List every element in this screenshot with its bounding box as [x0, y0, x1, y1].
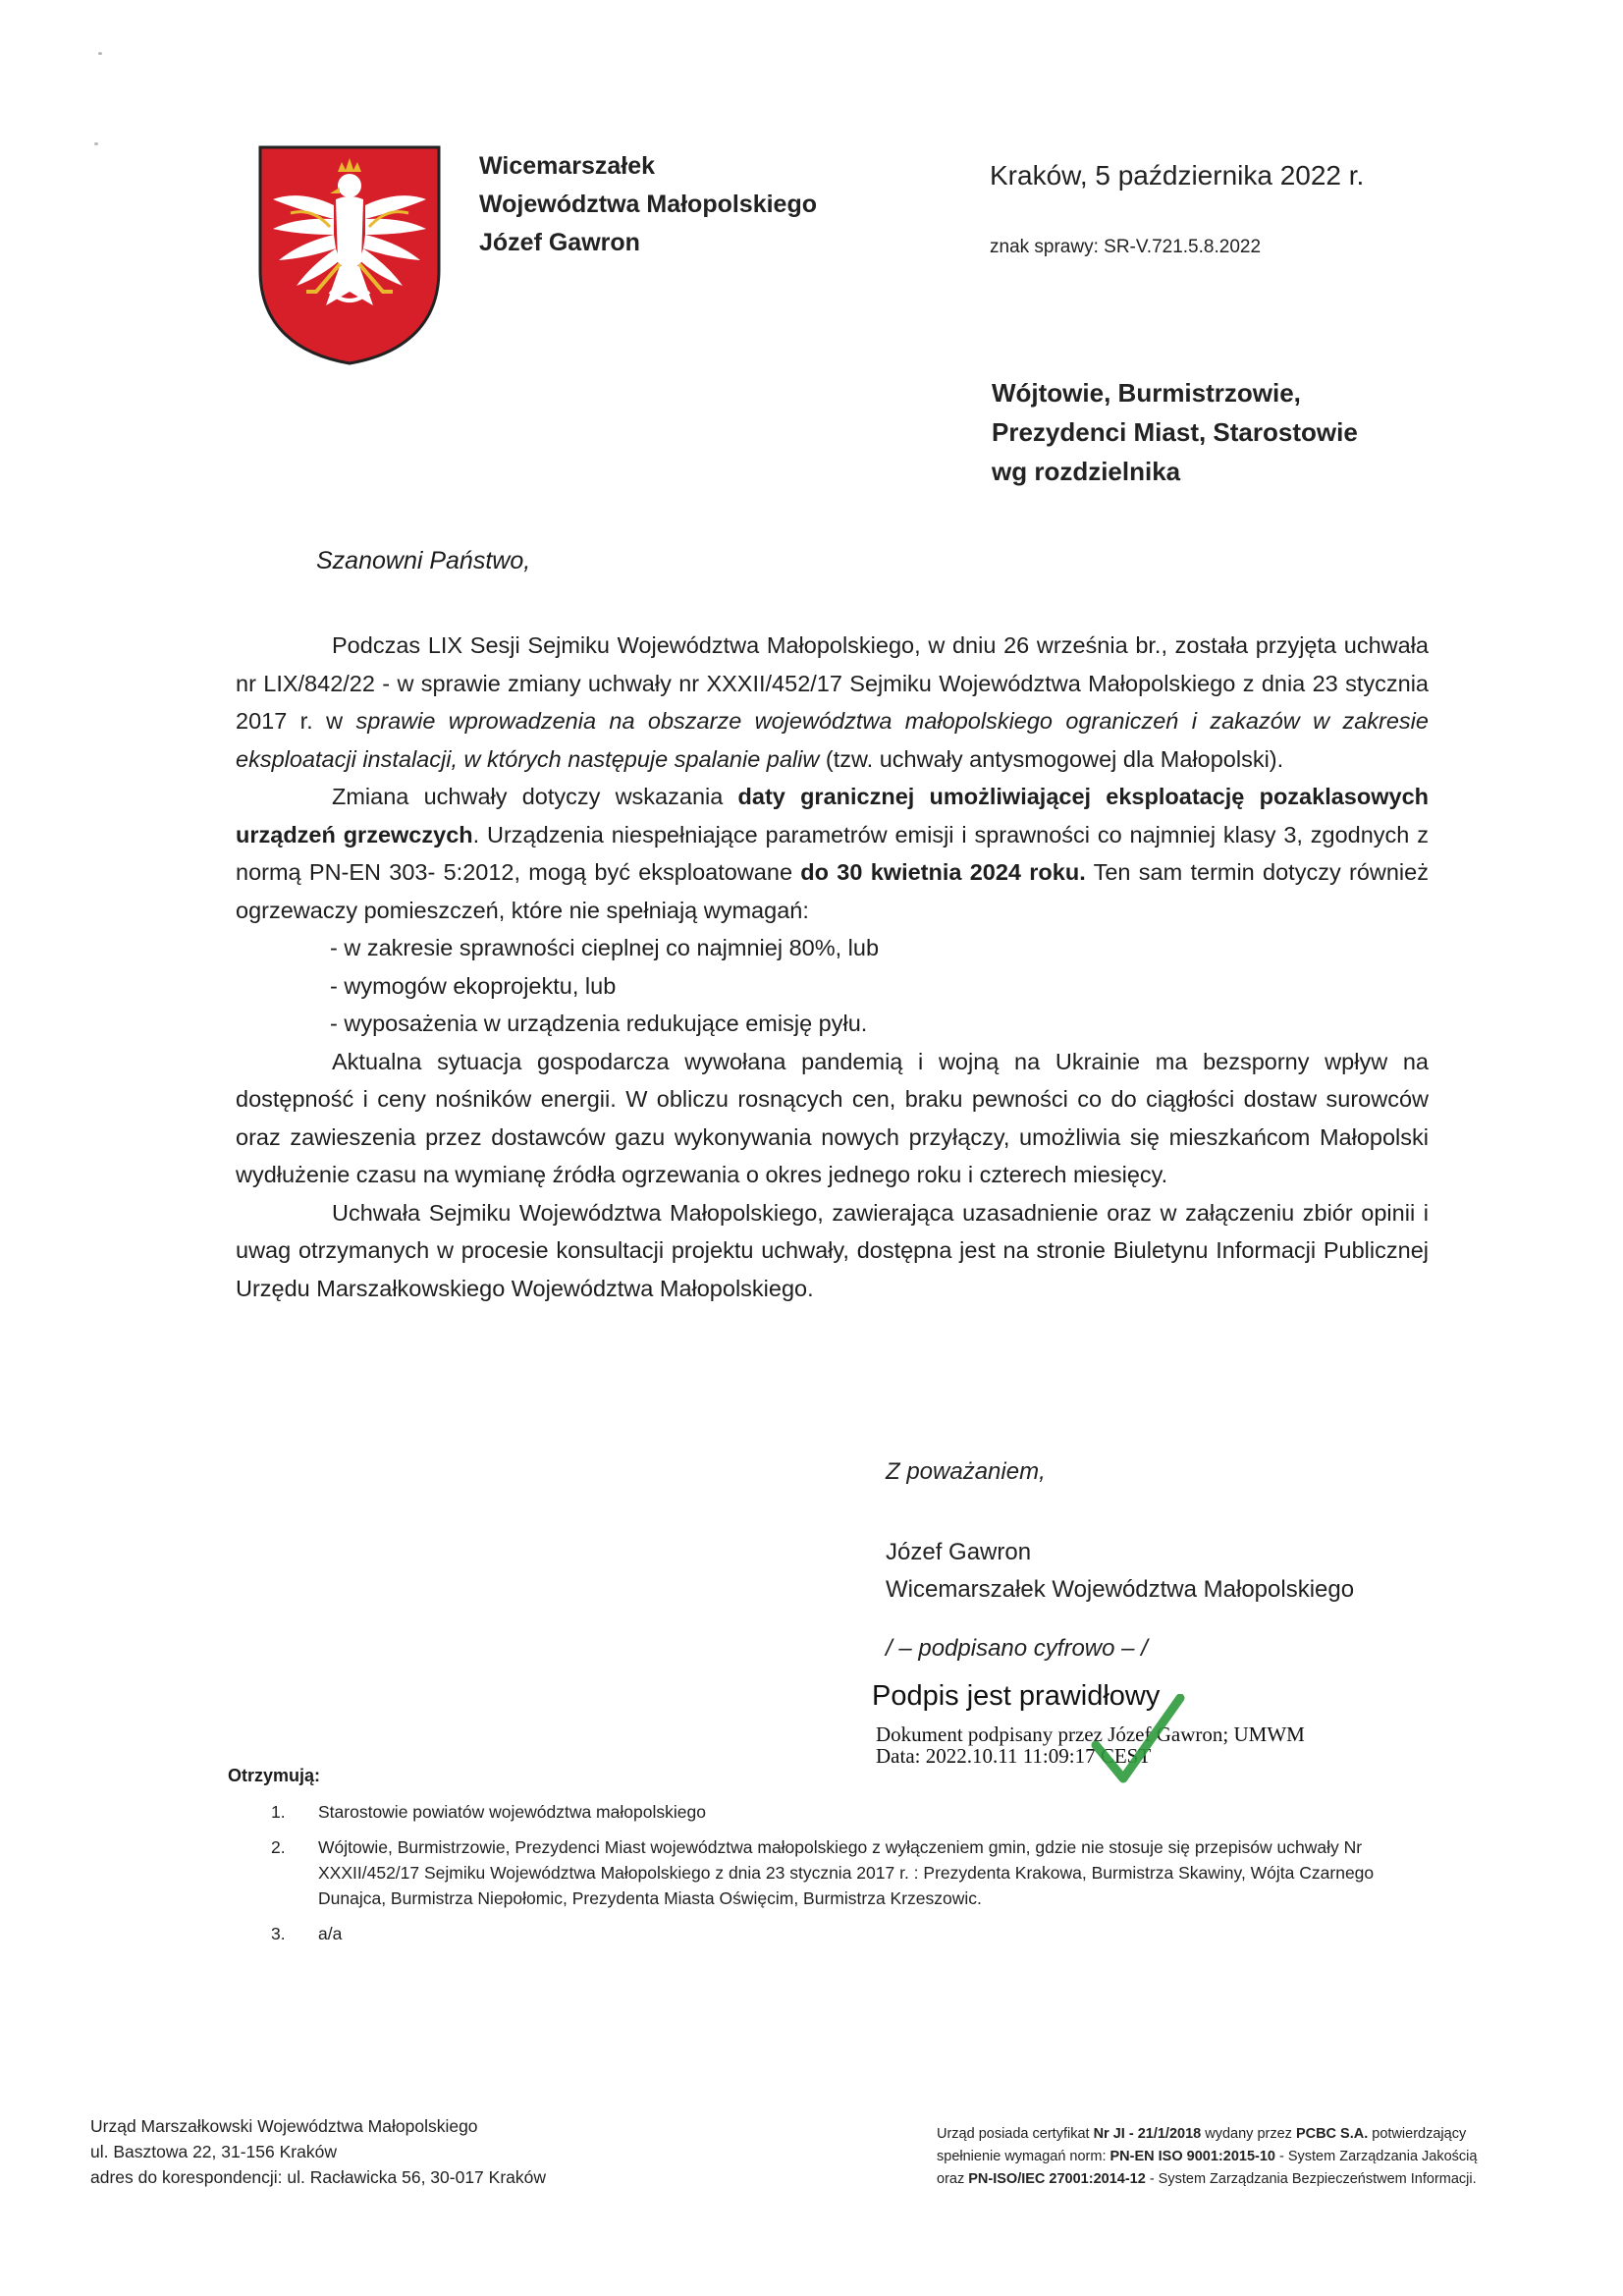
paragraph-text: Podczas LIX Sesji Sejmiku Województwa Małopolskiego, w dniu 26 września br., została przyjęta uchwała nr LIX/842/22 - w sprawie zmiany uchwały nr XXXII/452/17 Sejmiku Województwa Małopolskiego z dnia 23 stycznia 2017 r. w [236, 632, 1429, 734]
addressee-line: Wójtowie, Burmistrzowie, [992, 378, 1301, 408]
addressee-line: Prezydenci Miast, Starostowie [992, 417, 1358, 447]
footer-address [90, 2113, 546, 2190]
sender-title: Wicemarszałek [479, 152, 656, 180]
cert-text: potwierdzający [1368, 2126, 1467, 2142]
cert-text: - System Zarządzania Bezpieczeństwem Informacji. [1145, 2171, 1477, 2187]
recipient-text: a/a [318, 1924, 343, 1943]
list-number: 1. [271, 1802, 286, 1822]
recipients-heading: Otrzymują: [228, 1766, 321, 1785]
list-item: - wymogów ekoprojektu, lub [330, 972, 617, 999]
list-item [271, 1921, 1439, 1946]
addressee-line: wg rozdzielnika [992, 457, 1181, 486]
certification-line [937, 2146, 1477, 2168]
signature-date: Data: 2022.10.11 11:09:17 CEST [876, 1744, 1152, 1768]
letter-date: Kraków, 5 października 2022 r. [990, 160, 1365, 191]
list-item [271, 1834, 1439, 1911]
cert-issuer: PCBC S.A. [1295, 2126, 1369, 2142]
paragraph-2 [236, 778, 1429, 929]
signature-valid-label: Podpis jest prawidłowy [872, 1680, 1161, 1712]
sender-region: Województwa Małopolskiego [479, 191, 818, 218]
footer-correspondence: adres do korespondencji: ul. Racławicka 56, 30-017 Kraków [90, 2167, 547, 2187]
paragraph-text: Zmiana uchwały dotyczy wskazania [332, 784, 738, 809]
cert-text: oraz [937, 2171, 969, 2187]
resolution-title-italic: sprawie wprowadzenia na obszarze województwa małopolskiego ograniczeń i zakazów w zakresie eksploatacji instalacji, w których następuje spalanie paliw [236, 708, 1429, 772]
paragraph-3: Aktualna sytuacja gospodarcza wywołana pandemią i wojną na Ukrainie ma bezsporny wpływ na dostępność i ceny nośników energii. W obliczu rosnących cen, braku pewności co do ciągłości dostaw surowców oraz zawieszenia przez dostawców gazu wykonywania nowych przyłączy, umożliwia się mieszkańcom Małopolski wydłużenie czasu na wymianę źródła ogrzewania o okres jednego roku i czterech miesięcy. [236, 1048, 1429, 1187]
cert-number: Nr JI - 21/1/2018 [1093, 2126, 1202, 2142]
sender-block [479, 147, 817, 262]
malopolska-coat-of-arms-logo [257, 144, 442, 366]
certification-line [937, 2168, 1477, 2191]
paragraph-1 [236, 627, 1429, 778]
recipient-text: Starostowie powiatów województwa małopolskiego [318, 1802, 706, 1822]
list-item: - wyposażenia w urządzenia redukujące emisję pyłu. [330, 1011, 868, 1036]
letter-body [236, 627, 1429, 1307]
signature-valid-check-icon [1088, 1694, 1186, 1792]
reference-number: znak sprawy: SR-V.721.5.8.2022 [990, 237, 1262, 257]
recipients-list [271, 1799, 1439, 1956]
signatory-name: Józef Gawron [886, 1539, 1032, 1565]
list-number: 3. [271, 1924, 286, 1943]
list-item: - w zakresie sprawności cieplnej co najmniej 80%, lub [330, 935, 880, 960]
digitally-signed-note: / – podpisano cyfrowo – / [886, 1635, 1148, 1662]
scan-speck [94, 142, 98, 145]
cert-standard: PN-EN ISO 9001:2015-10 [1109, 2149, 1275, 2164]
deadline-bold: do 30 kwietnia 2024 roku. [800, 859, 1086, 885]
digital-signature-stamp [872, 1680, 1343, 1788]
footer-street: ul. Basztowa 22, 31-156 Kraków [90, 2142, 337, 2161]
certification-line [937, 2123, 1477, 2146]
salutation: Szanowni Państwo, [316, 547, 531, 574]
paragraph-text: . Urządzenia niespełniające parametrów emisji i sprawności co najmniej klasy 3, zgodnych z normą PN-EN 303- 5:2012, mogą być eksploatowane [236, 821, 1429, 885]
sender-name: Józef Gawron [479, 229, 640, 256]
footer-office-name: Urząd Marszałkowski Województwa Małopolskiego [90, 2116, 478, 2136]
scan-speck [98, 52, 102, 55]
paragraph-text: (tzw. uchwały antysmogowej dla Małopolski). [819, 745, 1284, 772]
recipient-text: Wójtowie, Burmistrzowie, Prezydenci Miast województwa małopolskiego z wyłączeniem gmin, gdzie nie stosuje się przepisów uchwały Nr XXXII/452/17 Sejmiku Województwa Małopolskiego z dnia 23 stycznia 2017 r. : Prezydenta Krakowa, Burmistrza Skawiny, Wójta Czarnego Dunajca, Burmistrza Niepołomic, Prezydenta Miasta Oświęcim, Burmistrza Krzeszowic. [318, 1837, 1375, 1908]
emphasis-bold: daty granicznej umożliwiającej eksploatację pozaklasowych urządzeń grzewczych [236, 784, 1429, 847]
list-item [271, 1799, 1439, 1825]
addressee-block [992, 373, 1358, 491]
cert-text: spełnienie wymagań norm: [937, 2149, 1110, 2164]
cert-text: Urząd posiada certyfikat [937, 2126, 1094, 2142]
cert-text: wydany przez [1201, 2126, 1296, 2142]
cert-text: - System Zarządzania Jakością [1274, 2149, 1478, 2164]
list-number: 2. [271, 1837, 286, 1857]
signature-signed-by: Dokument podpisany przez Józef Gawron; UMWM [876, 1722, 1305, 1746]
paragraph-4: Uchwała Sejmiku Województwa Małopolskiego, zawierająca uzasadnienie oraz w załączeniu zbiór opinii i uwag otrzymanych w procesie konsultacji projektu uchwały, dostępna jest na stronie Biuletynu Informacji Publicznej Urzędu Marszałkowskiego Województwa Małopolskiego. [236, 1199, 1429, 1301]
footer-certification [937, 2123, 1477, 2191]
paragraph-text: Ten sam termin dotyczy również ogrzewaczy pomieszczeń, które nie spełniają wymagań: [236, 859, 1429, 923]
requirements-list [236, 929, 1429, 1043]
signatory-title: Wicemarszałek Województwa Małopolskiego [886, 1576, 1355, 1603]
closing-block [886, 1453, 1354, 1667]
closing-regards: Z poważaniem, [886, 1458, 1046, 1485]
cert-standard: PN-ISO/IEC 27001:2014-12 [968, 2171, 1146, 2187]
